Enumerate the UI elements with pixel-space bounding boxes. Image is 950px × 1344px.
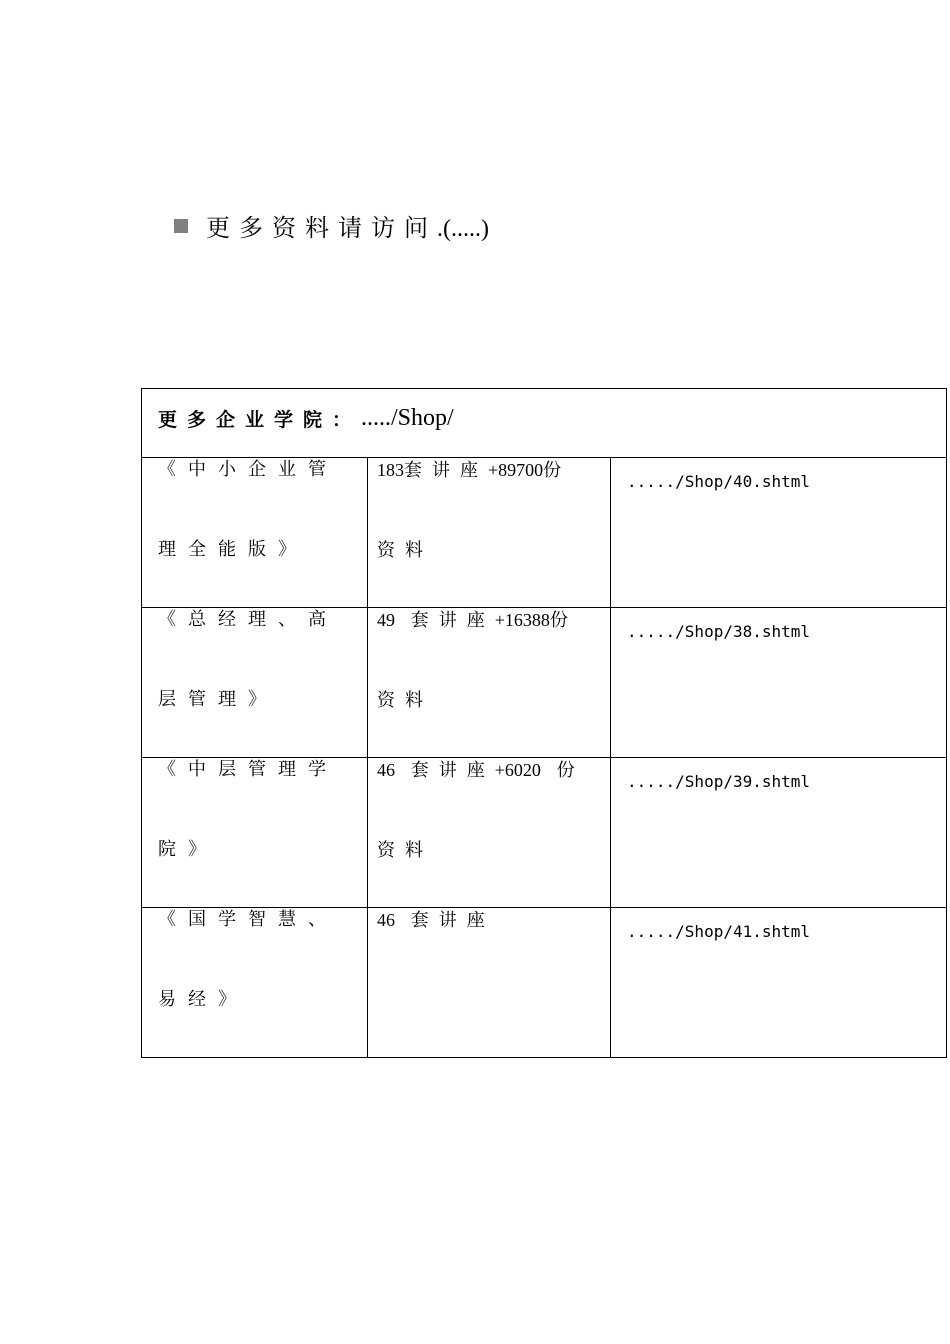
lecture-label: 套讲座 (410, 760, 495, 781)
header-url[interactable]: ...../Shop/ (361, 404, 454, 431)
material-unit: 份 (543, 460, 572, 481)
course-name-line2: 理全能版》 (158, 539, 308, 560)
material-label: 资料 (377, 540, 433, 561)
course-link-cell (611, 608, 947, 758)
square-bullet-icon (174, 219, 188, 233)
course-link[interactable]: ...../Shop/41.shtml (627, 922, 811, 941)
shop-table (141, 388, 947, 1058)
course-link[interactable]: ...../Shop/38.shtml (627, 622, 811, 641)
material-count: +89700 (488, 460, 544, 480)
material-count: +6020 (494, 760, 541, 780)
notice-label: 更多资料请访问 (206, 214, 437, 242)
lecture-count: 46 (377, 760, 395, 780)
course-name-line2: 易经》 (158, 989, 248, 1010)
course-name-line1: 《国学智慧、 (158, 909, 338, 930)
course-link-cell (611, 458, 947, 608)
lecture-count: 46 (377, 910, 395, 930)
notice-text (206, 208, 489, 243)
course-link[interactable]: ...../Shop/39.shtml (627, 772, 811, 791)
course-name-line1: 《总经理、高 (158, 609, 338, 630)
course-name-line1: 《中小企业管 (158, 459, 338, 480)
lecture-label: 套讲座 (410, 910, 495, 931)
header-label: 更多企业学院： (158, 408, 362, 431)
notice-link[interactable]: .(.....) (437, 216, 489, 242)
course-name-line2: 院》 (158, 839, 218, 860)
course-desc-cell (368, 908, 611, 1058)
material-unit: 份 (556, 760, 585, 781)
table-row (142, 908, 947, 1058)
course-name-line2: 层管理》 (158, 689, 278, 710)
material-unit: 份 (549, 610, 578, 631)
course-link[interactable]: ...../Shop/40.shtml (627, 472, 811, 491)
material-count: +16388 (494, 610, 550, 630)
course-link-cell (611, 908, 947, 1058)
course-name-line1: 《中层管理学 (158, 759, 338, 780)
material-label: 资料 (377, 840, 433, 861)
course-link-cell (611, 758, 947, 908)
material-label: 资料 (377, 690, 433, 711)
lecture-label: 套讲座 (410, 610, 495, 631)
course-name-cell (142, 908, 368, 1058)
lecture-count: 183 (377, 460, 404, 480)
lecture-count: 49 (377, 610, 395, 630)
lecture-label: 套讲座 (404, 460, 488, 481)
notice-line (174, 208, 489, 243)
